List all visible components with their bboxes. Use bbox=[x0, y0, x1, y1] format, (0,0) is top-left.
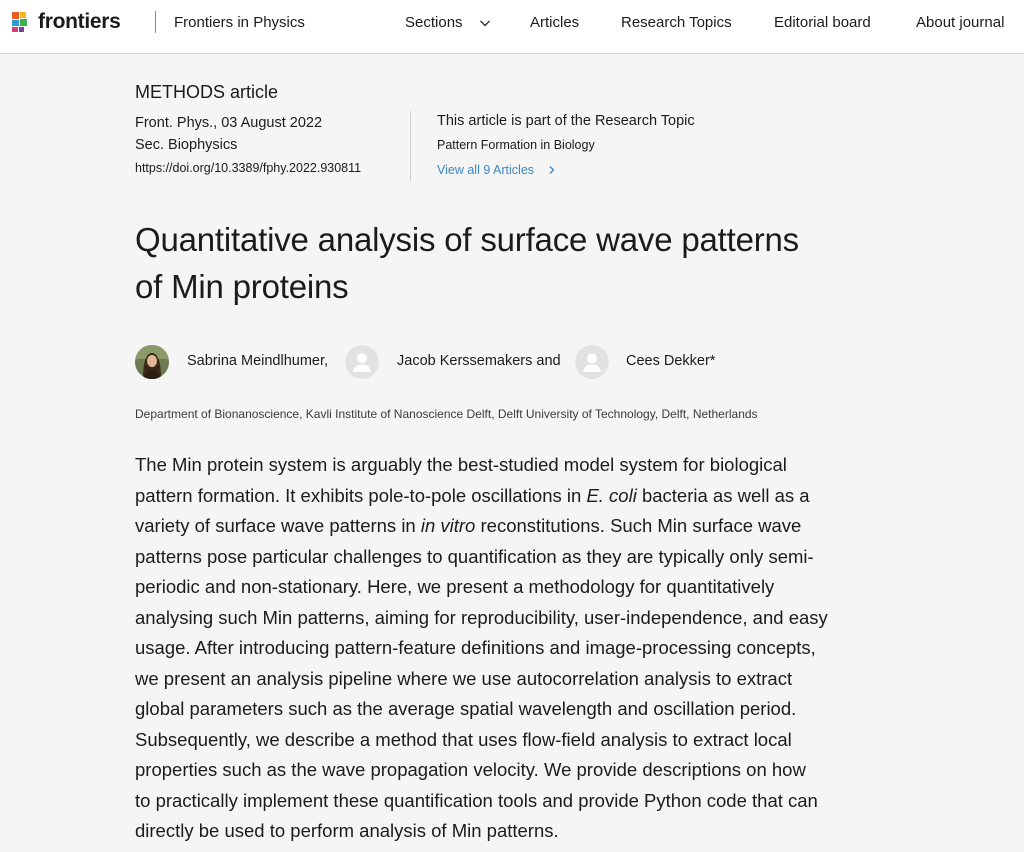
frontiers-logo[interactable] bbox=[11, 10, 120, 34]
article-title bbox=[135, 216, 915, 310]
abstract-line: global parameters such as the average spatial wavelength and oscillation period. bbox=[135, 698, 797, 719]
abstract-text: reconstitutions. Such Min surface wave bbox=[475, 515, 802, 536]
author-name[interactable]: Jacob Kerssemakers and bbox=[397, 353, 561, 369]
abstract-line: periodic and non-stationary. Here, we present a methodology for quantitatively bbox=[135, 576, 775, 597]
abstract bbox=[135, 450, 895, 847]
author-name[interactable]: Cees Dekker* bbox=[626, 353, 716, 369]
logo-text: frontiers bbox=[38, 10, 121, 33]
abstract-italic-text: E. coli bbox=[586, 484, 637, 506]
nav-articles[interactable]: Articles bbox=[530, 14, 580, 31]
abstract-line: directly be used to perform analysis of Min patterns. bbox=[135, 820, 559, 841]
author-avatar-photo[interactable] bbox=[135, 345, 169, 379]
author-name[interactable]: Sabrina Meindlhumer, bbox=[187, 353, 329, 369]
abstract-text: variety of surface wave patterns in bbox=[135, 515, 421, 536]
abstract-line bbox=[135, 481, 895, 512]
abstract-line: patterns pose particular challenges to quantification as they are typically only semi- bbox=[135, 545, 814, 567]
article-section[interactable]: Sec. Biophysics bbox=[135, 137, 238, 153]
nav-editorial-board[interactable]: Editorial board bbox=[774, 14, 871, 31]
title-line: Quantitative analysis of surface wave patterns bbox=[135, 221, 799, 258]
abstract-text: pattern formation. It exhibits pole-to-pole oscillations in bbox=[135, 484, 587, 506]
abstract-italic-text: in vitro bbox=[420, 515, 476, 536]
author-avatar-placeholder[interactable] bbox=[345, 345, 379, 379]
user-icon bbox=[575, 345, 609, 379]
nav-about-journal[interactable]: About journal bbox=[916, 14, 1005, 31]
abstract-line: Subsequently, we describe a method that uses flow-field analysis to extract local bbox=[135, 728, 792, 750]
abstract-text: bacteria as well as a bbox=[636, 484, 810, 506]
research-topic-name[interactable]: Pattern Formation in Biology bbox=[437, 138, 595, 152]
author-avatar-placeholder[interactable] bbox=[575, 345, 609, 379]
abstract-line: usage. After introducing pattern-feature definitions and image-processing concepts, bbox=[135, 637, 816, 658]
abstract-line: The Min protein system is arguably the best-studied model system for biological bbox=[135, 454, 787, 475]
nav-research-topics[interactable]: Research Topics bbox=[621, 14, 732, 31]
abstract-line: properties such as the wave propagation velocity. We provide descriptions on how bbox=[135, 759, 806, 780]
nav-sections[interactable]: Sections bbox=[405, 14, 463, 31]
affiliation: Department of Bionanoscience, Kavli Institute of Nanoscience Delft, Delft University of Technology, Delft, Netherlands bbox=[135, 407, 758, 421]
user-icon bbox=[345, 345, 379, 379]
title-line: of Min proteins bbox=[135, 268, 349, 305]
research-topic-heading: This article is part of the Research Topic bbox=[437, 113, 695, 129]
abstract-line: to practically implement these quantification tools and provide Python code that can bbox=[135, 789, 818, 811]
abstract-line: we present an analysis pipeline where we use autocorrelation analysis to extract bbox=[135, 667, 793, 689]
info-divider bbox=[410, 111, 411, 181]
header-divider bbox=[155, 11, 156, 33]
article-type: METHODS article bbox=[135, 82, 279, 102]
view-all-articles-link[interactable]: View all 9 Articles bbox=[437, 163, 535, 177]
abstract-line: analysing such Min patterns, aiming for reproducibility, user-independence, and easy bbox=[135, 606, 828, 628]
abstract-line bbox=[135, 511, 895, 542]
avatar-portrait-icon bbox=[135, 345, 169, 379]
chevron-down-icon[interactable] bbox=[479, 17, 491, 29]
frontiers-logo-icon bbox=[11, 11, 33, 33]
journal-name[interactable]: Frontiers in Physics bbox=[174, 14, 305, 31]
citation-date: Front. Phys., 03 August 2022 bbox=[135, 115, 323, 131]
top-navigation-bar bbox=[0, 0, 1024, 54]
doi-link[interactable]: https://doi.org/10.3389/fphy.2022.930811 bbox=[135, 161, 362, 175]
chevron-right-icon[interactable] bbox=[547, 165, 556, 175]
